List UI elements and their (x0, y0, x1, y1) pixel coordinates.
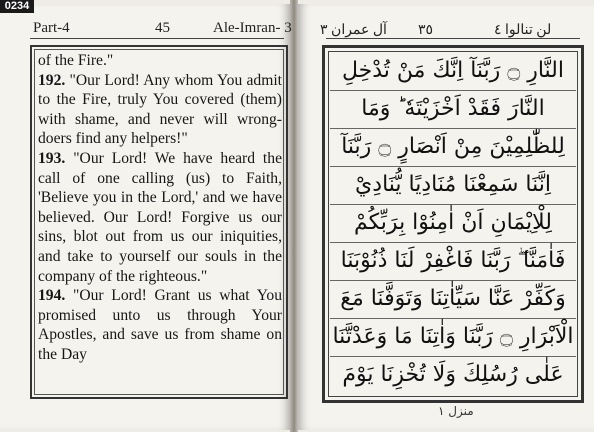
verse-text: "Our Lord! Grant us what You promised unto us through Your Apostles, and save us from shame on the Day (38, 287, 282, 363)
book-gutter (290, 0, 298, 432)
arabic-header-rule (326, 38, 580, 39)
part-label: Part-4 (33, 20, 70, 36)
page-number: 45 (155, 20, 170, 36)
image-id-badge: 0234 (0, 0, 34, 13)
arabic-line: لِلْاِيْمَانِ اَنْ اٰمِنُوْا بِرَبِّكُمْ (330, 204, 576, 243)
juz-label: لن تنالوا ٤ (494, 23, 552, 38)
paragraph (38, 51, 282, 71)
verse-text: "Our Lord! We have heard the call of one calling (us) to Faith, 'Believe you in the Lord,' and we have believed. Our Lord! Forgive us our sins, blot out from us our iniquities, and take to yourself our souls in the company of the righteous." (38, 149, 282, 285)
arabic-surah-label: آل عمران ٣ (320, 23, 387, 38)
verse-number: 192. (38, 71, 66, 89)
verse-number: 194. (38, 287, 66, 305)
arabic-text (330, 52, 576, 395)
arabic-line: وَكَفِّرْ عَنَّا سَيِّاٰتِنَا وَتَوَفَّنَا مَعَ (330, 280, 576, 319)
verse-text: "Our Lord! Any whom You admit to the Fire, truly You covered (them) with shame, and never will wrong-doers find any helpers!" (38, 71, 282, 148)
arabic-line: النَّارِ ۝ رَبَّنَآ اِنَّكَ مَنْ تُدْخِلِ (330, 52, 576, 91)
verse-text: of the Fire." (38, 52, 114, 69)
verse-number: 193. (38, 149, 66, 167)
paragraph (38, 149, 282, 286)
manzil-marker: منزل ١ (438, 404, 474, 418)
arabic-line: فَاٰمَنَّا ۖ رَبَّنَا فَاغْفِرْ لَنَا ذُنُوْبَنَا (330, 242, 576, 281)
arabic-line: عَلٰى رُسُلِكَ وَلَا تُخْزِنَا يَوْمَ (342, 362, 564, 387)
arabic-line: النَّارَ فَقَدْ اَخْزَيْتَهٗ ؕ وَمَا (330, 90, 576, 129)
arabic-line: اِنَّنَا سَمِعْنَا مُنَادِيًا يُّنَادِيْ (330, 166, 576, 205)
arabic-page-number: ٣٥ (418, 23, 434, 38)
paragraph (38, 71, 282, 149)
arabic-line: لِلظّٰلِمِيْنَ مِنْ اَنْصَارٍ ۝ رَبَّنَآ (330, 128, 576, 167)
paragraph (38, 286, 282, 364)
arabic-line: الْاَبْرَارِ ۝ رَبَّنَا وَاٰتِنَا مَا وَعَدْتَّنَا (330, 318, 576, 357)
header-rule (30, 38, 284, 39)
surah-label: Ale-Imran- 3 (213, 20, 292, 36)
translation-text (38, 51, 282, 394)
